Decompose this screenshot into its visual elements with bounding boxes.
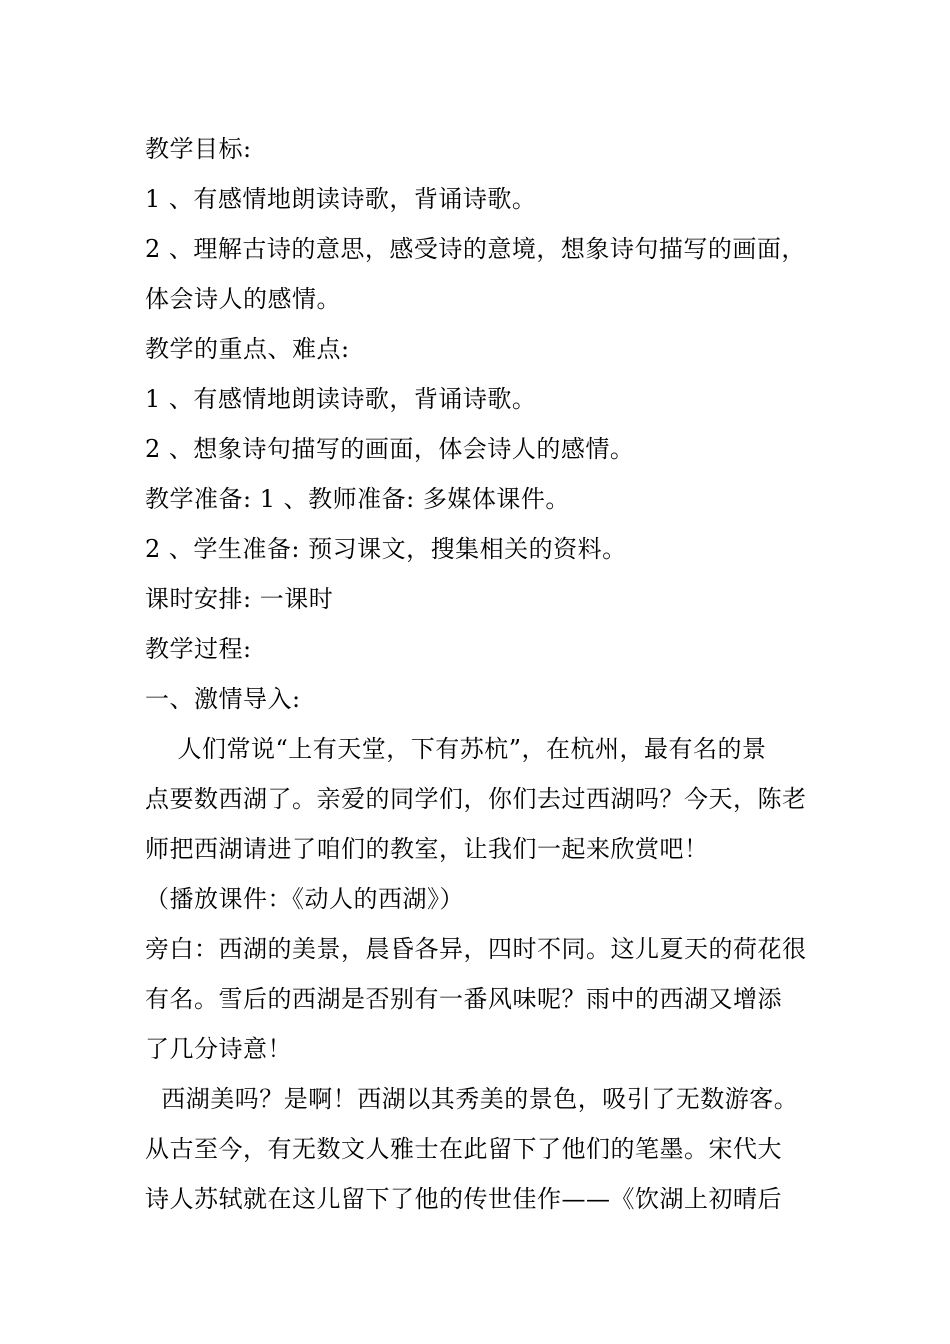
section-introduction: 一、激情导入: [145, 685, 301, 713]
narration-line-3: 了几分诗意！ [145, 1035, 292, 1063]
heading-teaching-goals: 教学目标: [145, 135, 252, 163]
intro-paragraph-line-2: 点要数西湖了。亲爱的同学们，你们去过西湖吗？今天，陈老 [145, 785, 807, 813]
courseware-note: （播放课件：《动人的西湖》） [145, 885, 464, 913]
narration-line-2: 有名。雪后的西湖是否别有一番风味呢？雨中的西湖又增添 [145, 985, 782, 1013]
key-point-2: 2 、想象诗句描写的画面，体会诗人的感情。 [145, 435, 635, 463]
narration-line-1: 旁白：西湖的美景，晨昏各异，四时不同。这儿夏天的荷花很 [145, 935, 807, 963]
goal-item-1: 1 、有感情地朗读诗歌，背诵诗歌。 [145, 185, 537, 213]
heading-key-points: 教学的重点、难点: [145, 335, 350, 363]
westlake-paragraph-line-2: 从古至今，有无数文人雅士在此留下了他们的笔墨。宋代大 [145, 1135, 782, 1163]
goal-item-2: 2 、理解古诗的意思，感受诗的意境，想象诗句描写的画面， [145, 235, 806, 263]
westlake-paragraph-line-3: 诗人苏轼就在这儿留下了他的传世佳作——《饮湖上初晴后 [145, 1185, 782, 1213]
goal-item-2-continued: 体会诗人的感情。 [145, 285, 341, 313]
class-schedule: 课时安排: 一课时 [145, 585, 334, 613]
teaching-preparation-2: 2 、学生准备: 预习课文，搜集相关的资料。 [145, 535, 627, 563]
westlake-paragraph-line-1: 西湖美吗？是啊！西湖以其秀美的景色，吸引了无数游客。 [145, 1085, 799, 1113]
key-point-1: 1 、有感情地朗读诗歌，背诵诗歌。 [145, 385, 537, 413]
intro-paragraph-line-3: 师把西湖请进了咱们的教室，让我们一起来欣赏吧！ [145, 835, 709, 863]
intro-paragraph-line-1: 人们常说“上有天堂，下有苏杭”，在杭州，最有名的景 [145, 735, 767, 763]
teaching-preparation-1: 教学准备: 1 、教师准备: 多媒体课件。 [145, 485, 570, 513]
heading-teaching-process: 教学过程: [145, 635, 252, 663]
